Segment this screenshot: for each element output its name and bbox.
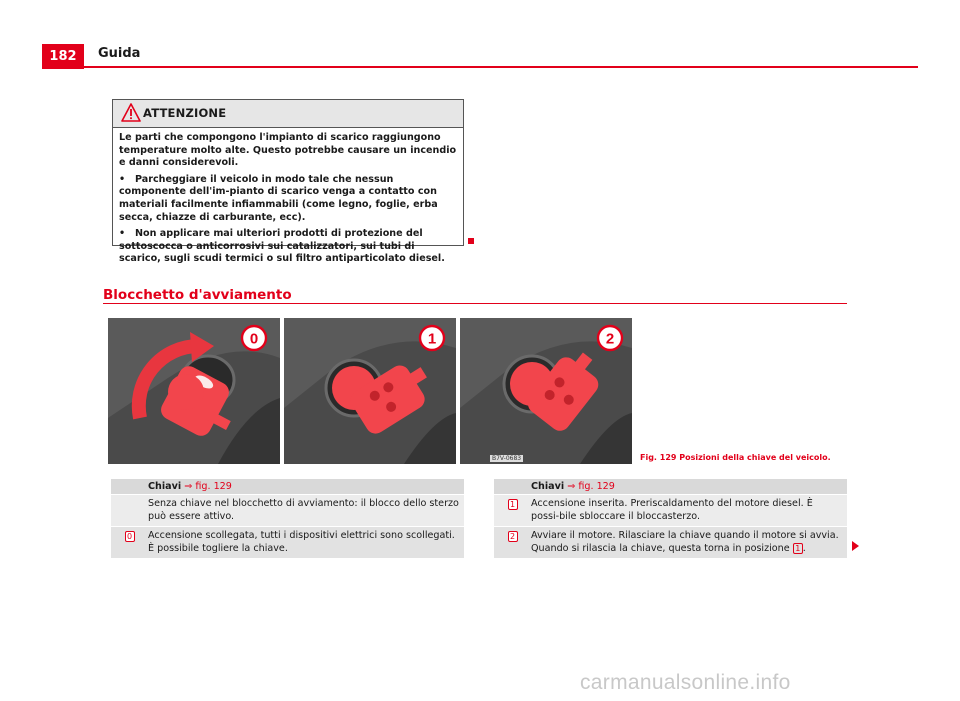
section-rule — [103, 303, 847, 304]
position-badge: 2 — [508, 531, 518, 542]
table-cell: Senza chiave nel blocchetto di avviamento: il blocco dello sterzo può essere attivo. — [148, 498, 459, 522]
position-0-label: 0 — [249, 330, 259, 348]
keys-table-left — [111, 479, 464, 559]
table-header — [111, 479, 464, 495]
continue-arrow-icon — [852, 541, 859, 551]
table-cell-text-end: . — [802, 542, 806, 554]
keys-table-right — [494, 479, 847, 559]
inline-position-badge: 1 — [793, 543, 803, 554]
page-number: 182 — [42, 44, 84, 69]
figure-code: B7V-0683 — [492, 455, 522, 462]
ignition-key-figure — [108, 318, 632, 464]
bullet-glyph: • — [119, 228, 126, 240]
warning-box — [112, 99, 464, 265]
table-cell: Accensione scollegata, tutti i dispositivi elettrici sono scollegati. È possibile togliere la chiave. — [148, 530, 455, 554]
warning-intro: Le parti che compongono l'impianto di scarico raggiungono temperature molto alte. Questo potrebbe causare un incendio e danni considerevoli. — [119, 132, 457, 169]
table-header-label: Chiavi — [148, 481, 182, 492]
warning-header — [113, 100, 463, 128]
table-header-label: Chiavi — [531, 481, 565, 492]
bullet-glyph: • — [119, 173, 126, 185]
warning-bullet-text: Parcheggiare il veicolo in modo tale che nessun componente dell'im-pianto di scarico venga a contatto con materiali facilmente infiammabili (come legno, foglie, erba secca, chiazze di carburante, ecc). — [119, 173, 438, 223]
running-title: Guida — [98, 46, 141, 61]
position-1-marker — [418, 324, 446, 352]
table-row — [111, 527, 464, 559]
warning-bullet-text: Non applicare mai ulteriori prodotti di protezione del sottoscocca o anticorrosivi sui catalizzatori, sui tubi di scarico, sugli scudi termici o sul filtro antiparticolato diesel. — [119, 228, 445, 265]
position-0-marker — [240, 324, 268, 352]
table-cell — [531, 527, 847, 558]
table-row — [111, 495, 464, 527]
warning-body — [113, 128, 463, 266]
position-badge: 1 — [508, 499, 518, 510]
warning-bullet — [119, 174, 457, 224]
position-2-marker — [596, 324, 624, 352]
table-row — [494, 495, 847, 527]
position-2-label: 2 — [605, 330, 615, 348]
warning-bullet — [119, 228, 457, 266]
figure-reference-link[interactable]: ⇒ fig. 129 — [184, 481, 232, 492]
watermark: carmanualsonline.info — [580, 671, 791, 694]
warning-triangle-icon — [121, 103, 141, 122]
table-cell: Accensione inserita. Preriscaldamento del motore diesel. È possi-bile sbloccare il bloccasterzo. — [531, 498, 813, 522]
figure-caption: Fig. 129 Posizioni della chiave del veicolo. — [640, 453, 831, 462]
position-badge: 0 — [125, 531, 135, 542]
table-cell-text: Avviare il motore. Rilasciare la chiave quando il motore si avvia. Quando si rilascia la chiave, questa torna in posizione — [531, 530, 839, 554]
table-header — [494, 479, 847, 495]
table-row — [494, 527, 847, 559]
position-1-label: 1 — [427, 330, 437, 348]
section-title: Blocchetto d'avviamento — [103, 287, 292, 303]
figure-reference-link[interactable]: ⇒ fig. 129 — [567, 481, 615, 492]
end-of-section-marker — [468, 238, 474, 244]
header-rule — [84, 66, 918, 68]
warning-title: ATTENZIONE — [143, 106, 227, 120]
